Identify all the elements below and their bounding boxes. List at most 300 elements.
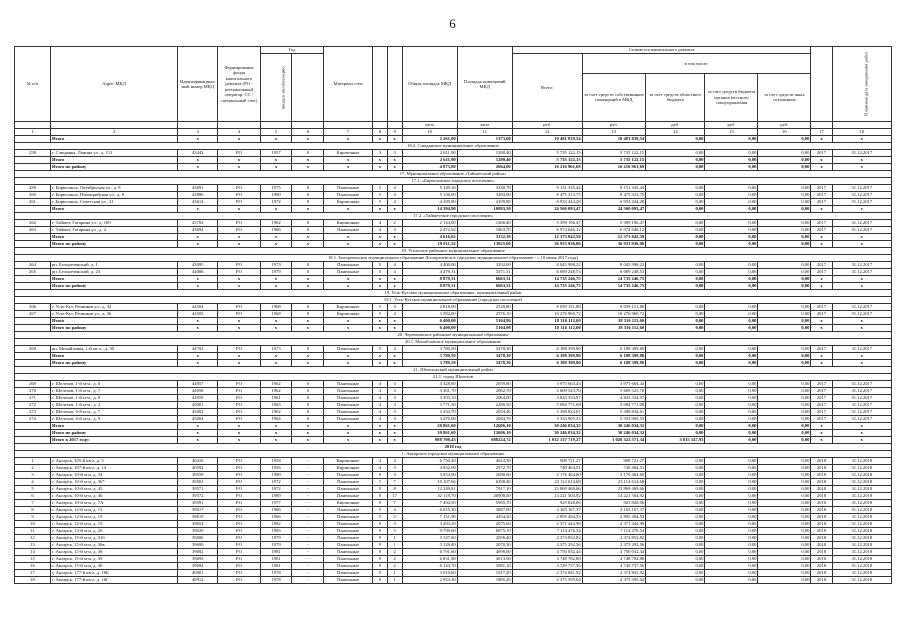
table-cell: 0,00 [646, 542, 705, 549]
table-cell: Панельные [324, 486, 373, 493]
table-cell: 0,00 [705, 381, 758, 388]
section-heading: 17.2. «Тайшетское городское поселение» [15, 213, 892, 220]
table-cell: 0,00 [705, 136, 758, 143]
table-cell: 1962 [260, 409, 292, 416]
table-cell: 0,00 [758, 528, 811, 535]
table-cell: 0,00 [705, 164, 758, 171]
table-cell: 24 560 093,47 [582, 206, 646, 213]
table-cell: Итого в 2017 году: [51, 437, 178, 444]
table-cell: 31.12.2018 [832, 521, 891, 528]
table-cell: 31.12.2017 [832, 409, 891, 416]
units-row: кв.м кв.м руб. руб. руб. руб. руб. [15, 122, 892, 129]
table-cell: 2018 [811, 486, 832, 493]
table-cell [15, 353, 51, 360]
table-cell: 9 [372, 549, 387, 556]
table-cell: 2017 [811, 388, 832, 395]
table-cell: 0,00 [646, 465, 705, 472]
table-cell: x [324, 157, 373, 164]
table-cell: 2 [15, 465, 51, 472]
table-cell: x [372, 437, 387, 444]
table-cell: 39619 [178, 514, 218, 521]
table-cell: 0,00 [705, 465, 758, 472]
table-cell: 0,00 [705, 514, 758, 521]
table-cell: 740 464,51 [582, 465, 646, 472]
table-cell: 0,00 [705, 185, 758, 192]
col-own: за счет средств собственников помещений в МКД [582, 73, 646, 121]
table-cell: 4 109,80 [402, 199, 457, 206]
table-cell: x [292, 276, 324, 283]
table-cell: 8 045 998,22 [582, 262, 646, 269]
table-cell: x [811, 157, 832, 164]
table-cell: Итого по району [51, 164, 178, 171]
table-cell: 31.12.2018 [832, 556, 891, 563]
table-cell: 0,00 [646, 234, 705, 241]
table-cell: 2 176 464,60 [582, 472, 646, 479]
table-cell: Кирпичные [324, 220, 373, 227]
table-cell: РО [218, 542, 260, 549]
table-cell: 2 375 292,56 [512, 542, 582, 549]
column-number: 7 [324, 129, 373, 136]
table-cell: 2062,70 [457, 388, 512, 395]
table-cell: 1962 [260, 381, 292, 388]
table-cell: 1966 [260, 227, 292, 234]
table-cell: Итого [51, 423, 178, 430]
table-cell [15, 234, 51, 241]
table-cell: 31.12.2017 [832, 304, 891, 311]
table-cell: x [292, 430, 324, 437]
table-cell: 5 [372, 192, 387, 199]
table-cell: 6 188 399,80 [512, 346, 582, 353]
table-cell: x [372, 157, 387, 164]
total-row [15, 136, 892, 143]
table-row [15, 549, 892, 556]
table-cell: 39559 [178, 472, 218, 479]
table-cell: 14 [15, 549, 51, 556]
table-cell: 0,00 [758, 465, 811, 472]
table-cell: 6 689 248,53 [582, 269, 646, 276]
table-cell: 5965,70 [457, 500, 512, 507]
table-cell: Панельные [324, 269, 373, 276]
table-cell: 0,00 [758, 206, 811, 213]
table-cell: 1981 [260, 556, 292, 563]
table-cell: 4 479,31 [402, 269, 457, 276]
table-cell: x [832, 206, 891, 213]
table-row [15, 388, 892, 395]
table-header [15, 47, 892, 136]
table-cell: 0,00 [705, 535, 758, 542]
table-cell: РО [218, 465, 260, 472]
table-cell: 3 [372, 150, 387, 157]
table-cell: x [832, 164, 891, 171]
table-cell: 1290,40 [457, 150, 512, 157]
table-cell: 0,00 [705, 241, 758, 248]
table-cell: Итого [51, 353, 178, 360]
table-cell: 270 [15, 388, 51, 395]
table-cell: 9 [372, 577, 387, 584]
table-cell: 1973 [260, 346, 292, 353]
table-cell: 16 216 961,69 [512, 164, 582, 171]
table-cell: 2018 [811, 479, 832, 486]
table-cell: 0,00 [646, 493, 705, 500]
table-cell: 925 828,06 [512, 500, 582, 507]
table-cell: Итого по району [51, 325, 178, 332]
table-cell: 5 [387, 528, 402, 535]
table-cell: 0,00 [758, 409, 811, 416]
table-cell: 2070,30 [457, 542, 512, 549]
table-cell: 5 735 122,15 [512, 150, 582, 157]
table-cell: 2 371 444,98 [582, 521, 646, 528]
table-cell: 6 831,90 [402, 556, 457, 563]
table-cell: 0,00 [758, 577, 811, 584]
table-cell: 4 [372, 465, 387, 472]
table-cell: Панельные [324, 192, 373, 199]
table-cell: 3 428,60 [402, 381, 457, 388]
table-cell: Панельные [324, 507, 373, 514]
table-cell: x [260, 360, 292, 367]
table-cell: 8 039 151,88 [512, 304, 582, 311]
table-cell: x [832, 276, 891, 283]
table-cell: 1956 [260, 465, 292, 472]
table-cell: 3 [387, 465, 402, 472]
table-cell: РО [218, 528, 260, 535]
table-cell: 265 [15, 269, 51, 276]
table-cell: 1 032 137 719,27 [512, 437, 582, 444]
table-cell: г. Шелехов, 1-й м-н., д. 7 [51, 388, 178, 395]
table-cell: 3 [387, 388, 402, 395]
table-cell: 30 246 034,32 [582, 423, 646, 430]
table-cell: 20908,50 [457, 493, 512, 500]
table-cell: Итого [51, 136, 178, 143]
table-row [15, 472, 892, 479]
table-cell: г. Ангарск, 10-й м-н, д. 36* [51, 479, 178, 486]
col-floors [372, 47, 387, 122]
table-cell: 4 748 782,88 [512, 556, 582, 563]
table-cell: 4 [387, 199, 402, 206]
table-row [15, 486, 892, 493]
table-cell: x [372, 136, 387, 143]
table-cell: 6 791,60 [402, 549, 457, 556]
table-cell: 45001 [178, 402, 218, 409]
table-cell: 2 374 841,92 [582, 570, 646, 577]
table-cell: 3 [15, 472, 51, 479]
table-cell: 2018 [811, 521, 832, 528]
table-cell: 12 373 842,59 [582, 234, 646, 241]
table-cell: 8 879,31 [402, 283, 457, 290]
table-cell: 39571 [178, 486, 218, 493]
table-cell: г. Ангарск, 15-й м-н, д. 31б [51, 535, 178, 542]
table-cell: 1975 [260, 185, 292, 192]
table-cell: 4 [372, 220, 387, 227]
table-cell: 2018 [811, 563, 832, 570]
table-cell: 988 708,43 [402, 437, 457, 444]
table-cell: 12606,10 [457, 423, 512, 430]
table-cell: 0,00 [758, 269, 811, 276]
table-cell: x [324, 437, 373, 444]
table-cell: 2 818,00 [402, 304, 457, 311]
table-cell: x [260, 206, 292, 213]
table-cell: РО [218, 395, 260, 402]
table-cell: 6 974 646,12 [512, 227, 582, 234]
section-heading: 20. Черемховское районное муниципальное образование [15, 332, 892, 339]
table-row [15, 402, 892, 409]
table-cell: Кирпичные [324, 465, 373, 472]
table-cell: 261 [15, 199, 51, 206]
table-cell: 31.12.2018 [832, 479, 891, 486]
table-cell: 44957 [178, 381, 218, 388]
table-cell: 31.12.2017 [832, 381, 891, 388]
table-cell: 2 375 595,04 [512, 577, 582, 584]
table-cell: x [178, 234, 218, 241]
table-body [15, 136, 892, 584]
table-cell: 0,00 [705, 353, 758, 360]
table-cell: 6 015,30 [402, 507, 457, 514]
table-cell: 0,00 [646, 388, 705, 395]
table-cell: 40592 [178, 465, 218, 472]
table-cell: 2018 [811, 577, 832, 584]
table-cell: 3 203,20 [402, 521, 457, 528]
table-row [15, 227, 892, 234]
table-cell: x [292, 206, 324, 213]
table-cell: рп. Михайловка, 1-й кв-л., д. 30 [51, 346, 178, 353]
table-cell: 5 [372, 311, 387, 318]
table-cell: 271 [15, 395, 51, 402]
table-cell: 5 399 196,47 [582, 220, 646, 227]
table-cell: 0,00 [705, 311, 758, 318]
table-cell: 31.12.2017 [832, 220, 891, 227]
table-cell: 740 464,51 [512, 465, 582, 472]
table-cell: 0,00 [758, 493, 811, 500]
table-cell: x [811, 206, 832, 213]
table-cell: x [387, 234, 402, 241]
table-cell: 3 975 664,43 [582, 381, 646, 388]
table-cell: 0,00 [758, 521, 811, 528]
table-cell: 0,00 [705, 388, 758, 395]
table-cell: 31.12.2018 [832, 486, 891, 493]
table-cell: 31.12.2017 [832, 395, 891, 402]
table-cell: Кирпичные [324, 304, 373, 311]
table-cell: 0,00 [758, 346, 811, 353]
table-cell: 274 [15, 416, 51, 423]
table-cell: 0,00 [758, 283, 811, 290]
col-other: за счет средств иных источников [758, 73, 811, 121]
table-cell: x [387, 276, 402, 283]
table-cell: 3 [387, 304, 402, 311]
table-cell: 272 [15, 402, 51, 409]
table-cell: 31.12.2018 [832, 535, 891, 542]
table-cell: 0,00 [646, 318, 705, 325]
table-cell: 4 749 757,56 [582, 563, 646, 570]
table-cell: 0,00 [705, 528, 758, 535]
table-cell: Панельные [324, 381, 373, 388]
table-cell: x [811, 360, 832, 367]
table-cell: - [292, 563, 324, 570]
table-cell: 43443 [178, 150, 218, 157]
column-number: 12 [512, 129, 582, 136]
table-row [15, 556, 892, 563]
table-cell: 0,00 [705, 150, 758, 157]
table-cell: 4 [387, 262, 402, 269]
table-cell: РО [218, 416, 260, 423]
table-cell: 12 373 842,59 [512, 234, 582, 241]
table-cell: 4 843 334,97 [512, 395, 582, 402]
table-cell: РО [218, 500, 260, 507]
table-cell: РО [218, 549, 260, 556]
table-cell: 0,00 [646, 185, 705, 192]
table-cell: 6 188 399,80 [582, 353, 646, 360]
table-cell: 2018 [811, 542, 832, 549]
column-number: 9 [387, 129, 402, 136]
table-cell: x [372, 234, 387, 241]
table-cell: 0,00 [705, 500, 758, 507]
table-cell: x [324, 136, 373, 143]
table-cell: x [372, 206, 387, 213]
section-heading-row [15, 367, 892, 374]
column-number: 15 [705, 129, 758, 136]
table-cell: 5 [372, 269, 387, 276]
table-cell: 0 [292, 199, 324, 206]
table-cell: - [292, 514, 324, 521]
column-numbers-row [15, 129, 892, 136]
table-cell: 2017 [811, 402, 832, 409]
table-cell: Кирпичные [324, 311, 373, 318]
col-fund: Формирование фонда капитального ремонта (РО - региональный оператор, СС - специальный счет) [218, 47, 260, 122]
table-cell: РО [218, 570, 260, 577]
table-cell: x [324, 164, 373, 171]
section-heading-row [15, 213, 892, 220]
table-cell: 1 [387, 535, 402, 542]
table-cell: 0,00 [758, 549, 811, 556]
table-cell: Итого по району [51, 283, 178, 290]
table-cell: 0,00 [705, 220, 758, 227]
table-cell: 0,00 [758, 164, 811, 171]
table-cell: 3478,30 [457, 360, 512, 367]
table-cell: x [292, 234, 324, 241]
table-cell: - [292, 570, 324, 577]
table-cell: г. Ангарск, 15-й м-н, д. 36в [51, 542, 178, 549]
table-cell: 2017 [811, 199, 832, 206]
table-cell: Итого по району [51, 360, 178, 367]
table-cell: 4 [372, 381, 387, 388]
table-row [15, 570, 892, 577]
table-cell: 0,00 [758, 570, 811, 577]
table-cell: x [832, 318, 891, 325]
table-cell: x [832, 325, 891, 332]
table-cell: 0,00 [758, 157, 811, 164]
table-cell: 31.12.2018 [832, 577, 891, 584]
col-address: Адрес МКД [51, 47, 178, 122]
table-cell: - [292, 500, 324, 507]
table-cell: 0 [292, 185, 324, 192]
table-cell: x [811, 164, 832, 171]
col-planned-date: Плановая дата завершения работ [832, 47, 891, 122]
table-row [15, 269, 892, 276]
table-cell: 2 472,62 [402, 227, 457, 234]
table-cell: 1290,40 [457, 157, 512, 164]
table-cell: 0,00 [705, 346, 758, 353]
table-cell: Панельные [324, 549, 373, 556]
col-entrances [387, 47, 402, 122]
table-cell: - [292, 521, 324, 528]
table-cell: x [372, 325, 387, 332]
table-cell: г. Шелехов, 1-й м-н., д. 6 [51, 381, 178, 388]
table-cell: 262 [15, 220, 51, 227]
table-cell: 8 [387, 486, 402, 493]
table-cell: Панельные [324, 528, 373, 535]
table-cell: г. Бирюсинск, Пионерийская ул., д. 8 [51, 192, 178, 199]
table-cell: 2075,60 [457, 521, 512, 528]
table-cell: 2690,60 [457, 472, 512, 479]
table-cell: 5 149,10 [402, 185, 457, 192]
table-cell: 3371,31 [457, 269, 512, 276]
table-cell: 43891 [178, 185, 218, 192]
table-cell: 0,00 [758, 402, 811, 409]
table-cell: 1966 [260, 514, 292, 521]
table-cell: 31.12.2017 [832, 269, 891, 276]
table-cell: 5 399 196,47 [512, 220, 582, 227]
table-cell: 5104,90 [457, 318, 512, 325]
table-cell: 0,00 [758, 262, 811, 269]
table-cell: 2 374 852,82 [512, 535, 582, 542]
table-cell: 10893,50 [457, 206, 512, 213]
table-cell: 1968 [260, 304, 292, 311]
table-cell: x [178, 423, 218, 430]
column-number: 13 [582, 129, 646, 136]
table-cell: 0,00 [758, 150, 811, 157]
table-cell: 908 721,27 [512, 458, 582, 465]
table-cell: 44504 [178, 304, 218, 311]
col-year: Год [260, 47, 324, 54]
table-cell: РО [218, 311, 260, 318]
table-cell: 0,00 [705, 479, 758, 486]
table-cell: 13825,60 [457, 241, 512, 248]
table-cell: РО [218, 381, 260, 388]
table-cell: 0,00 [646, 458, 705, 465]
table-cell: 0,00 [758, 185, 811, 192]
table-cell: г. Ангарск, 12-й м-н, д. 19 [51, 514, 178, 521]
table-cell: 0,00 [646, 381, 705, 388]
table-cell: 1961 [260, 395, 292, 402]
table-cell: x [218, 437, 260, 444]
section-heading-row [15, 255, 892, 262]
table-cell: Итого по району [51, 430, 178, 437]
table-cell: x [260, 234, 292, 241]
table-cell: x [811, 241, 832, 248]
column-number: 4 [218, 129, 260, 136]
table-cell: 4 [372, 227, 387, 234]
table-cell: 1963 [260, 402, 292, 409]
table-cell: 8 879,31 [402, 276, 457, 283]
table-cell: г. Ангарск, 10-й м-н, д. 34 [51, 472, 178, 479]
table-cell: 5 609 523,70 [582, 388, 646, 395]
table-cell: 0 [292, 311, 324, 318]
table-cell: x [811, 283, 832, 290]
table-row [15, 465, 892, 472]
table-cell: x [260, 157, 292, 164]
table-row [15, 346, 892, 353]
table-cell: 18 316 112,60 [512, 325, 582, 332]
table-cell: 12 249,81 [402, 486, 457, 493]
table-cell: Панельные [324, 409, 373, 416]
table-cell: 268 [15, 346, 51, 353]
table-cell: x [372, 423, 387, 430]
table-cell: РО [218, 479, 260, 486]
table-cell: 4 [387, 269, 402, 276]
table-row [15, 199, 892, 206]
table-cell: 23 114 614,68 [582, 479, 646, 486]
table-cell: 31.12.2017 [832, 227, 891, 234]
table-cell: x [178, 430, 218, 437]
table-cell: 0 [292, 381, 324, 388]
